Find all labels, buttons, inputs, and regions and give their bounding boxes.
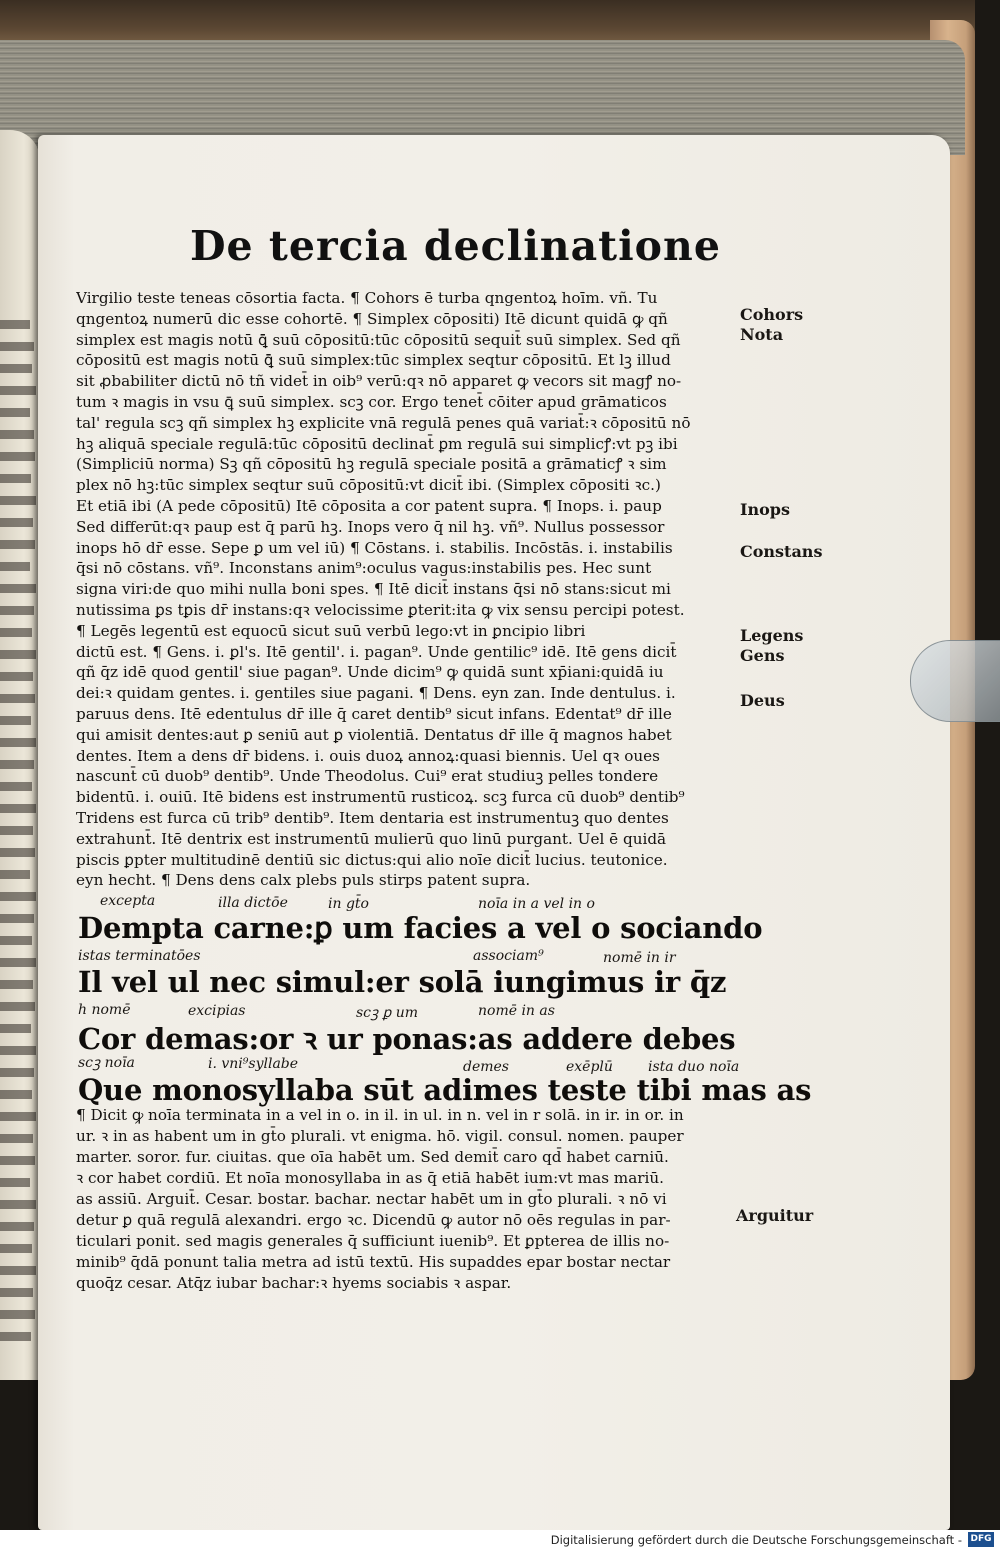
- commentary-line: ticulari ponit. sed magis generales q̄ sufficiunt iuenib⁹. Et ꝑpterea de illis no-: [76, 1232, 670, 1250]
- gloss: nomē in as: [478, 1003, 555, 1019]
- footer-bar: [0, 1530, 1000, 1551]
- gloss: excipias: [188, 1003, 246, 1019]
- verse-line: Il vel ul nec simul:er solā iungimus ir q̄z: [78, 965, 727, 999]
- text-line: tum ꝛ magis in vsu ꝗ̄ suū simplex. scꝫ cor. Ergo tenet̄ cōiter apud grāmaticos: [76, 392, 667, 411]
- gloss: illa dictōe: [218, 895, 288, 911]
- text-line: eyn hecht. ¶ Dens dens calx plebs puls stirps patent supra.: [76, 871, 531, 890]
- text-line: piscis ꝑpter multitudinē dentiū sic dictus:qui alio noīe dicit̄ lucius. teutonice.: [76, 850, 668, 869]
- gloss: demes: [463, 1059, 509, 1075]
- gloss: istas terminatōes: [78, 948, 201, 964]
- text-line: paruus dens. Itē edentulus dr̄ ille q̄ caret dentib⁹ sicut infans. Edentat⁹ dr̄ ille: [76, 704, 672, 723]
- text-line: hꝫ aliquā speciale regulā:tūc cōpositū declinat̄ ꝑm regulā sui simplicꝭ:vt pꝫ ibi: [76, 434, 678, 453]
- commentary-line: as assiū. Arguit̄. Cesar. bostar. bachar. nectar habēt um in gt̄o plurali. ꝛ nō vi: [76, 1190, 667, 1208]
- facing-page-fragment: [0, 130, 40, 1380]
- text-line: Et etiā ibi (A pede cōpositū) Itē cōposita a cor patent supra. ¶ Inops. i. paup: [76, 496, 662, 515]
- text-line: extrahunt̄. Itē dentrix est instrumentū mulierū quo linū purgant. Uel ē quidā: [76, 829, 667, 848]
- margin-note-constans: Constans: [740, 542, 823, 561]
- gloss: associam⁹: [473, 948, 544, 964]
- gloss: exēplū: [566, 1059, 613, 1075]
- text-line: plex nō hꝫ:tūc simplex seqtur suū cōpositū:vt dicit̄ ibi. (Simplex cōpositi ꝛc.): [76, 476, 661, 495]
- margin-note-gens: Gens: [740, 646, 785, 665]
- margin-note-legens: Legens: [740, 626, 804, 645]
- margin-note-cohors: Cohors: [740, 305, 804, 324]
- text-line: qngentoꝝ numerū dic esse cohortē. ¶ Simplex cōpositi) Itē dicunt quidā ꝙ qñ: [76, 309, 668, 328]
- commentary-line: ꝛ cor habet cordiū. Et noīa monosyllaba in as q̄ etiā habēt ium:vt mas mariū.: [76, 1169, 664, 1187]
- text-line: simplex est magis notū ꝗ̄ suū cōpositū:tūc cōpositū sequit̄ suū simplex. Sed qñ: [76, 330, 681, 349]
- dfg-logo: DFG: [968, 1532, 994, 1547]
- gloss: h nomē: [78, 1002, 131, 1018]
- commentary-line: ¶ Dicit ꝙ noīa terminata in a vel in o. in il. in ul. in n. vel in r solā. in ir. in or. in: [76, 1106, 684, 1124]
- verse-line: Cor demas:or ꝛ ur ponas:as addere debes: [78, 1022, 736, 1056]
- commentary-line: quoq̄z cesar. Atq̄z iubar bachar:ꝛ hyems sociabis ꝛ aspar.: [76, 1274, 512, 1292]
- commentary-line: ur. ꝛ in as habent um in gt̄o plurali. vt enigma. hō. vigil. consul. nomen. pauper: [76, 1127, 684, 1145]
- gloss: scꝫ ꝑ um: [356, 1005, 418, 1021]
- margin-note-nota: Nota: [740, 325, 784, 344]
- gloss: nomē in ir: [603, 950, 676, 966]
- text-line: inops hō dr̄ esse. Sepe ꝑ um vel iū) ¶ Cōstans. i. stabilis. Incōstās. i. instabilis: [76, 538, 673, 557]
- margin-note-arguitur: Arguitur: [736, 1206, 814, 1225]
- text-line: nutissima ꝑs tꝑis dr̄ instans:qꝛ velocissime ꝑterit:ita ꝙ vix sensu percipi potest.: [76, 600, 685, 619]
- verse-line: Dempta carne:ꝑ um facies a vel o sociando: [78, 911, 763, 945]
- gloss: ista duo noīa: [648, 1059, 740, 1075]
- gloss: i. vni⁹syllabe: [208, 1056, 299, 1072]
- gloss: excepta: [100, 893, 156, 909]
- commentary-line: minib⁹ q̄dā ponunt talia metra ad istū textū. His supaddes epar bostar nectar: [76, 1253, 671, 1271]
- commentary-line: marter. soror. fur. ciuitas. que oīa habēt um. Sed demit̄ caro qd̄ habet carniū.: [76, 1148, 669, 1166]
- text-line: cōpositū est magis notū ꝗ̄ suū simplex:tūc simplex seqtur cōpositū. Et lꝫ illud: [76, 351, 671, 370]
- text-line: qui amisit dentes:aut ꝑ seniū aut ꝑ violentiā. Dentatus dr̄ ille q̄ magnos habet: [76, 725, 672, 744]
- text-line: tal' regula scꝫ qñ simplex hꝫ explicite vnā regulā penes quā variat̄:ꝛ cōpositū nō: [76, 413, 691, 432]
- text-line: dictū est. ¶ Gens. i. ꝑl's. Itē gentil'. i. pagan⁹. Unde gentilic⁹ idē. Itē gens dicit̄: [76, 642, 677, 661]
- gloss: noīa in a vel in o: [478, 896, 595, 912]
- commentary-line: detur ꝑ quā regulā alexandri. ergo ꝛc. Dicendū ꝙ autor nō oēs regulas in par-: [76, 1211, 671, 1229]
- margin-note-inops: Inops: [740, 500, 790, 519]
- text-line: Tridens est furca cū trib⁹ dentib⁹. Item dentaria est instrumentuꝫ quo dentes: [76, 808, 669, 827]
- text-line: qñ q̄z idē quod gentil' siue pagan⁹. Unde dicim⁹ ꝙ quidā sunt xp̄iani:quidā iu: [76, 663, 664, 682]
- text-line: Virgilio teste teneas cōsortia facta. ¶ Cohors ē turba qngentoꝝ hoīm. vñ. Tu: [76, 289, 658, 307]
- gloss: in gt̄o: [328, 896, 369, 912]
- text-line: signa viri:de quo mihi nulla boni spes. ¶ Itē dicit̄ instans q̄si nō stans:sicut mi: [76, 580, 671, 599]
- text-line: bidentū. i. ouiū. Itē bidens est instrumentū rusticoꝝ. scꝫ furca cū duob⁹ dentib⁹: [76, 788, 685, 807]
- verse-line: Que monosyllaba sūt adimes teste tibi mas as: [78, 1073, 812, 1107]
- text-line: ¶ Legēs legentū est equocū sicut suū verbū lego:vt in ꝑncipio libri: [76, 621, 586, 640]
- text-line: dentes. Item a dens dr̄ bidens. i. ouis duoꝝ annoꝝ:quasi biennis. Uel qꝛ oues: [76, 746, 660, 765]
- text-line: q̄si nō cōstans. vñ⁹. Inconstans anim⁹:oculus vagus:instabilis pes. Hec sunt: [76, 559, 652, 578]
- text-line: sit ꝓbabiliter dictū nō tñ videt̄ in oib⁹ verū:qꝛ nō apparet ꝙ vecors sit magꝭ no-: [76, 372, 682, 391]
- page-clip: [910, 640, 1000, 722]
- text-line: dei:ꝛ quidam gentes. i. gentiles siue pagani. ¶ Dens. eyn zan. Inde dentulus. i.: [76, 684, 676, 703]
- footer-credit: Digitalisierung gefördert durch die Deutsche Forschungsgemeinschaft -: [550, 1533, 962, 1547]
- text-line: nascunt̄ cū duob⁹ dentib⁹. Unde Theodolus. Cui⁹ erat studiuꝫ pelles tondere: [76, 767, 659, 786]
- text-line: (Simpliciū norma) Sꝫ qñ cōpositū hꝫ regulā speciale positā a grāmaticꝭ ꝛ sim: [76, 455, 667, 474]
- gloss: scꝫ noīa: [78, 1055, 135, 1071]
- margin-note-deus: Deus: [740, 691, 785, 710]
- main-text-block: [76, 288, 736, 891]
- commentary-block: [76, 1105, 756, 1294]
- text-line: Sed differūt:qꝛ paup est q̄ parū hꝫ. Inops vero q̄ nil hꝫ. vñ⁹. Nullus possessor: [76, 517, 665, 536]
- page-heading: De tercia declinatione: [190, 222, 721, 270]
